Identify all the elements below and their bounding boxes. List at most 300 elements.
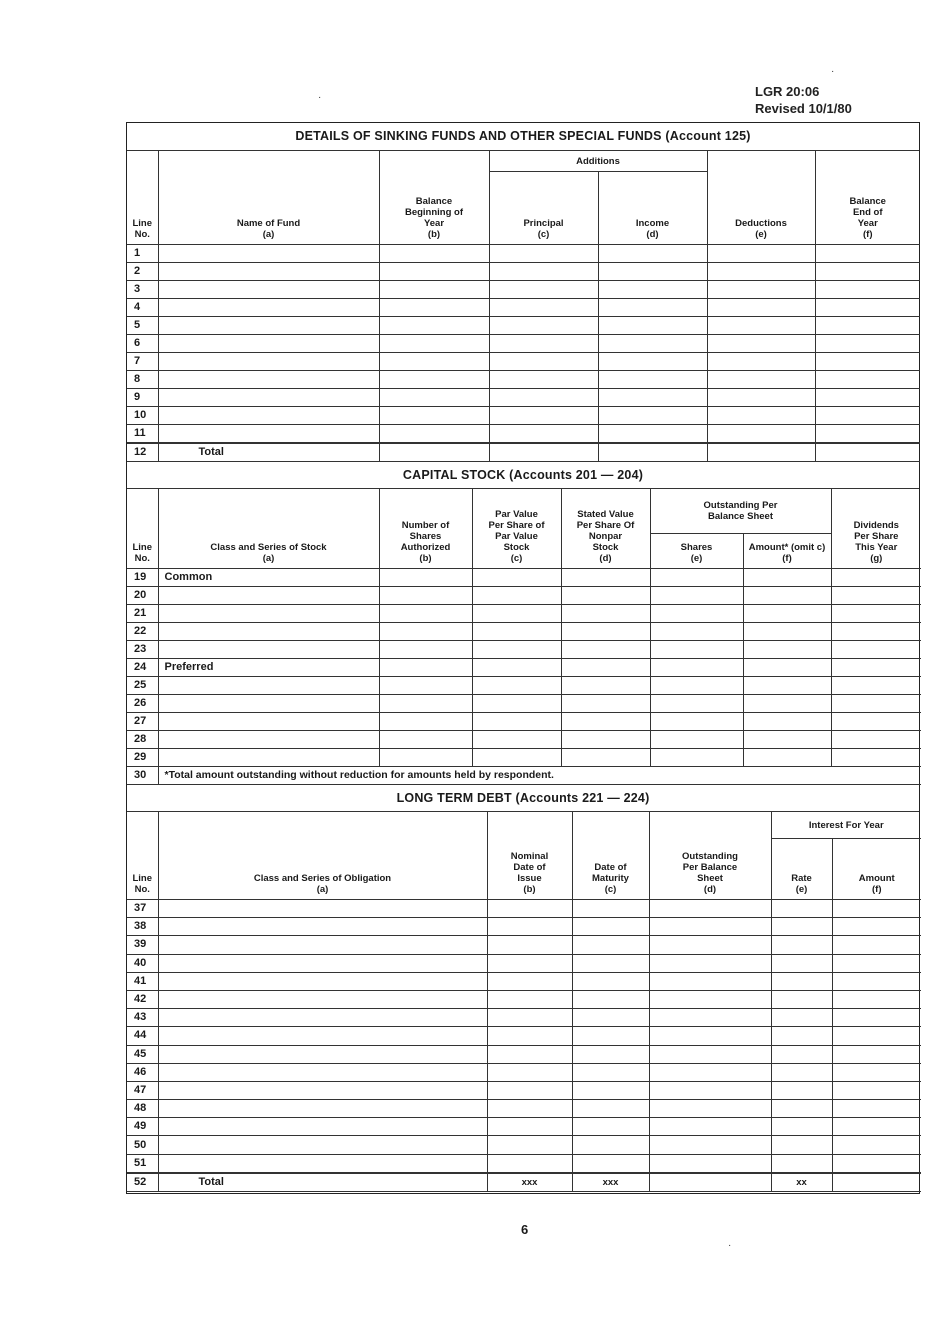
table-cell[interactable] — [743, 749, 831, 767]
table-cell[interactable] — [815, 317, 920, 335]
table-cell[interactable] — [771, 900, 832, 918]
table-cell[interactable] — [771, 972, 832, 990]
table-row — [127, 371, 920, 389]
table-cell[interactable] — [771, 1009, 832, 1027]
table-cell[interactable] — [832, 918, 921, 936]
table-cell[interactable] — [561, 749, 650, 767]
table-cell[interactable] — [472, 623, 561, 641]
line-number: 45 — [127, 1045, 158, 1063]
table-cell[interactable] — [598, 353, 707, 371]
table-cell[interactable] — [707, 443, 815, 462]
table-cell[interactable] — [472, 713, 561, 731]
table-cell[interactable] — [832, 900, 921, 918]
table-cell[interactable] — [831, 731, 921, 749]
interest-header: Interest For Year — [771, 812, 921, 839]
table-row — [127, 263, 920, 281]
capital-stock-rows — [127, 569, 921, 785]
table-cell[interactable] — [771, 1045, 832, 1063]
table-cell[interactable] — [379, 389, 489, 407]
line-number: 25 — [127, 677, 158, 695]
table-row — [127, 1100, 921, 1118]
table-cell[interactable] — [649, 990, 771, 1008]
table-cell[interactable] — [487, 1118, 572, 1136]
form-code: LGR 20:06 — [755, 84, 820, 99]
total-maturity-placeholder: xxx — [572, 1173, 649, 1192]
table-cell[interactable] — [832, 1027, 921, 1045]
note-row — [127, 767, 921, 785]
table-cell[interactable] — [158, 263, 379, 281]
table-cell[interactable] — [158, 335, 379, 353]
table-cell — [158, 677, 379, 695]
line-number: 10 — [127, 407, 158, 425]
table-cell[interactable] — [649, 1081, 771, 1099]
stock-class-label: Common — [158, 569, 379, 587]
table-cell[interactable] — [489, 245, 598, 263]
table-cell[interactable] — [831, 695, 921, 713]
capital-stock-table — [127, 489, 921, 785]
table-cell[interactable] — [158, 936, 487, 954]
table-cell[interactable] — [831, 713, 921, 731]
table-cell[interactable] — [650, 749, 743, 767]
table-cell[interactable] — [572, 936, 649, 954]
table-cell[interactable] — [472, 695, 561, 713]
table-cell[interactable] — [561, 605, 650, 623]
table-cell[interactable] — [572, 1063, 649, 1081]
table-cell[interactable] — [561, 641, 650, 659]
table-cell[interactable] — [487, 1063, 572, 1081]
table-cell[interactable] — [649, 1118, 771, 1136]
table-cell[interactable] — [487, 1045, 572, 1063]
fund-name-header: Name of Fund (a) — [158, 151, 379, 245]
table-cell[interactable] — [771, 1063, 832, 1081]
stock-class-header: Class and Series of Stock (a) — [158, 489, 379, 569]
table-cell[interactable] — [743, 569, 831, 587]
table-cell[interactable] — [379, 353, 489, 371]
table-cell[interactable] — [487, 936, 572, 954]
line-no-header: Line No. — [127, 151, 158, 245]
table-cell[interactable] — [743, 731, 831, 749]
table-cell[interactable] — [487, 1136, 572, 1154]
table-cell[interactable] — [831, 605, 921, 623]
table-cell[interactable] — [650, 677, 743, 695]
table-cell[interactable] — [158, 1118, 487, 1136]
table-cell[interactable] — [649, 1173, 771, 1192]
table-cell[interactable] — [743, 587, 831, 605]
table-cell[interactable] — [489, 353, 598, 371]
table-cell[interactable] — [649, 900, 771, 918]
table-row — [127, 695, 921, 713]
table-cell[interactable] — [561, 695, 650, 713]
table-cell — [158, 749, 379, 767]
table-cell[interactable] — [831, 587, 921, 605]
table-cell[interactable] — [743, 641, 831, 659]
table-cell[interactable] — [472, 569, 561, 587]
table-cell[interactable] — [815, 407, 920, 425]
table-row — [127, 1027, 921, 1045]
line-number: 50 — [127, 1136, 158, 1154]
table-row — [127, 605, 921, 623]
table-cell[interactable] — [158, 353, 379, 371]
table-cell[interactable] — [379, 569, 472, 587]
table-cell[interactable] — [487, 972, 572, 990]
total-label: Total — [158, 443, 379, 462]
table-row — [127, 749, 921, 767]
par-value-header: Par Value Per Share of Par Value Stock (c) — [472, 489, 561, 569]
table-cell[interactable] — [598, 443, 707, 462]
table-cell[interactable] — [832, 1118, 921, 1136]
table-cell[interactable] — [832, 972, 921, 990]
table-row — [127, 389, 920, 407]
table-cell[interactable] — [487, 990, 572, 1008]
table-cell[interactable] — [743, 677, 831, 695]
table-cell[interactable] — [815, 245, 920, 263]
line-number: 2 — [127, 263, 158, 281]
page-number: 6 — [521, 1222, 529, 1237]
form-header — [755, 83, 852, 117]
table-cell[interactable] — [158, 299, 379, 317]
table-cell[interactable] — [598, 299, 707, 317]
table-cell[interactable] — [487, 954, 572, 972]
table-cell[interactable] — [649, 1154, 771, 1173]
table-cell[interactable] — [158, 407, 379, 425]
table-cell[interactable] — [831, 641, 921, 659]
table-cell[interactable] — [158, 1136, 487, 1154]
table-cell[interactable] — [831, 569, 921, 587]
table-cell[interactable] — [649, 1045, 771, 1063]
balance-end-header: Balance End of Year (f) — [815, 151, 920, 245]
table-cell[interactable] — [598, 245, 707, 263]
table-cell[interactable] — [707, 245, 815, 263]
table-cell[interactable] — [572, 1136, 649, 1154]
table-cell[interactable] — [572, 1009, 649, 1027]
table-cell[interactable] — [572, 990, 649, 1008]
table-cell[interactable] — [489, 299, 598, 317]
table-cell[interactable] — [815, 353, 920, 371]
table-cell[interactable] — [832, 1045, 921, 1063]
table-cell[interactable] — [158, 954, 487, 972]
table-cell[interactable] — [743, 623, 831, 641]
amount-header: Amount* (omit c) (f) — [743, 534, 831, 569]
table-cell[interactable] — [649, 918, 771, 936]
table-cell[interactable] — [649, 1063, 771, 1081]
table-cell[interactable] — [815, 263, 920, 281]
table-cell[interactable] — [158, 972, 487, 990]
table-cell[interactable] — [158, 1154, 487, 1173]
table-cell[interactable] — [832, 954, 921, 972]
line-no-header: Line No. — [127, 489, 158, 569]
table-cell[interactable] — [598, 371, 707, 389]
table-cell[interactable] — [561, 569, 650, 587]
table-cell[interactable] — [771, 990, 832, 1008]
table-cell[interactable] — [158, 1063, 487, 1081]
table-cell[interactable] — [487, 1154, 572, 1173]
total-row — [127, 443, 920, 462]
table-cell[interactable] — [379, 317, 489, 335]
table-cell[interactable] — [771, 936, 832, 954]
table-cell[interactable] — [832, 1136, 921, 1154]
date-issue-header: Nominal Date of Issue (b) — [487, 812, 572, 900]
table-cell[interactable] — [707, 317, 815, 335]
table-cell[interactable] — [487, 1081, 572, 1099]
table-cell[interactable] — [379, 731, 472, 749]
table-cell[interactable] — [158, 990, 487, 1008]
table-cell[interactable] — [489, 371, 598, 389]
table-cell[interactable] — [815, 443, 920, 462]
table-row — [127, 1009, 921, 1027]
table-cell[interactable] — [831, 677, 921, 695]
table-cell — [158, 587, 379, 605]
table-cell[interactable] — [487, 918, 572, 936]
line-number: 44 — [127, 1027, 158, 1045]
table-cell[interactable] — [771, 1027, 832, 1045]
table-cell[interactable] — [572, 1081, 649, 1099]
table-row — [127, 990, 921, 1008]
table-row — [127, 425, 920, 444]
table-cell[interactable] — [815, 281, 920, 299]
table-cell[interactable] — [158, 317, 379, 335]
table-cell[interactable] — [489, 317, 598, 335]
table-cell[interactable] — [472, 587, 561, 605]
table-cell[interactable] — [771, 954, 832, 972]
table-cell[interactable] — [771, 918, 832, 936]
table-cell[interactable] — [379, 371, 489, 389]
interest-amount-header: Amount (f) — [832, 839, 921, 900]
table-cell[interactable] — [379, 587, 472, 605]
table-cell[interactable] — [650, 569, 743, 587]
table-cell[interactable] — [771, 1081, 832, 1099]
table-row — [127, 1136, 921, 1154]
table-cell[interactable] — [815, 335, 920, 353]
stated-value-header: Stated Value Per Share Of Nonpar Stock (d) — [561, 489, 650, 569]
table-row — [127, 659, 921, 677]
table-cell[interactable] — [487, 1027, 572, 1045]
table-cell[interactable] — [561, 713, 650, 731]
table-cell[interactable] — [572, 1027, 649, 1045]
table-cell[interactable] — [489, 263, 598, 281]
table-cell[interactable] — [831, 623, 921, 641]
line-number: 38 — [127, 918, 158, 936]
table-cell[interactable] — [832, 990, 921, 1008]
table-cell[interactable] — [561, 623, 650, 641]
table-cell[interactable] — [158, 389, 379, 407]
table-cell[interactable] — [650, 623, 743, 641]
table-cell[interactable] — [598, 317, 707, 335]
table-cell[interactable] — [379, 713, 472, 731]
table-cell[interactable] — [472, 731, 561, 749]
table-cell[interactable] — [158, 371, 379, 389]
table-cell[interactable] — [158, 1009, 487, 1027]
line-number: 26 — [127, 695, 158, 713]
table-cell — [158, 605, 379, 623]
table-cell[interactable] — [158, 425, 379, 444]
table-cell[interactable] — [832, 1173, 921, 1192]
table-cell[interactable] — [379, 749, 472, 767]
table-cell[interactable] — [598, 281, 707, 299]
table-cell[interactable] — [707, 353, 815, 371]
table-cell[interactable] — [572, 1045, 649, 1063]
line-number: 11 — [127, 425, 158, 444]
table-cell[interactable] — [707, 263, 815, 281]
table-row — [127, 1118, 921, 1136]
table-cell[interactable] — [379, 281, 489, 299]
table-cell[interactable] — [832, 1100, 921, 1118]
table-cell[interactable] — [743, 605, 831, 623]
table-cell[interactable] — [379, 245, 489, 263]
line-number: 6 — [127, 335, 158, 353]
table-cell[interactable] — [649, 972, 771, 990]
table-row — [127, 1063, 921, 1081]
line-number: 1 — [127, 245, 158, 263]
table-cell[interactable] — [649, 936, 771, 954]
table-cell[interactable] — [650, 659, 743, 677]
table-cell[interactable] — [379, 605, 472, 623]
table-cell[interactable] — [379, 263, 489, 281]
table-cell[interactable] — [158, 1081, 487, 1099]
sinking-funds-rows — [127, 245, 920, 462]
line-number: 48 — [127, 1100, 158, 1118]
line-number: 49 — [127, 1118, 158, 1136]
table-cell[interactable] — [158, 918, 487, 936]
table-cell[interactable] — [707, 281, 815, 299]
table-cell[interactable] — [487, 900, 572, 918]
table-cell[interactable] — [650, 731, 743, 749]
table-cell[interactable] — [832, 936, 921, 954]
table-cell[interactable] — [743, 659, 831, 677]
table-cell[interactable] — [379, 641, 472, 659]
table-cell[interactable] — [572, 1154, 649, 1173]
table-cell[interactable] — [771, 1118, 832, 1136]
line-number: 12 — [127, 443, 158, 462]
scan-speck: · — [831, 66, 835, 77]
table-cell[interactable] — [650, 713, 743, 731]
table-cell[interactable] — [489, 443, 598, 462]
table-cell[interactable] — [487, 1100, 572, 1118]
dividends-header: Dividends Per Share This Year (g) — [831, 489, 921, 569]
table-cell[interactable] — [707, 299, 815, 317]
table-cell[interactable] — [832, 1081, 921, 1099]
table-cell[interactable] — [771, 1100, 832, 1118]
total-label: Total — [158, 1173, 487, 1192]
table-cell[interactable] — [489, 389, 598, 407]
table-cell[interactable] — [572, 900, 649, 918]
table-cell[interactable] — [379, 623, 472, 641]
table-cell[interactable] — [572, 918, 649, 936]
table-cell[interactable] — [832, 1063, 921, 1081]
table-cell[interactable] — [572, 1100, 649, 1118]
table-cell[interactable] — [572, 972, 649, 990]
table-cell[interactable] — [158, 900, 487, 918]
table-cell[interactable] — [649, 954, 771, 972]
table-cell[interactable] — [379, 425, 489, 444]
table-cell[interactable] — [379, 299, 489, 317]
table-cell[interactable] — [158, 281, 379, 299]
table-row — [127, 731, 921, 749]
table-cell[interactable] — [158, 1027, 487, 1045]
table-cell[interactable] — [707, 389, 815, 407]
table-cell[interactable] — [815, 425, 920, 444]
table-cell[interactable] — [815, 389, 920, 407]
table-cell[interactable] — [489, 425, 598, 444]
table-cell[interactable] — [489, 335, 598, 353]
table-cell[interactable] — [815, 371, 920, 389]
table-cell[interactable] — [561, 677, 650, 695]
table-row — [127, 713, 921, 731]
table-cell[interactable] — [472, 605, 561, 623]
line-number: 46 — [127, 1063, 158, 1081]
table-cell[interactable] — [649, 1027, 771, 1045]
table-cell[interactable] — [472, 659, 561, 677]
table-cell[interactable] — [472, 641, 561, 659]
table-cell[interactable] — [831, 659, 921, 677]
table-cell[interactable] — [743, 713, 831, 731]
table-cell[interactable] — [649, 1136, 771, 1154]
table-cell — [158, 695, 379, 713]
table-cell[interactable] — [472, 677, 561, 695]
table-cell[interactable] — [815, 299, 920, 317]
line-number: 37 — [127, 900, 158, 918]
table-cell[interactable] — [598, 335, 707, 353]
table-cell[interactable] — [158, 245, 379, 263]
table-cell[interactable] — [379, 659, 472, 677]
table-cell[interactable] — [561, 731, 650, 749]
line-number: 42 — [127, 990, 158, 1008]
table-cell[interactable] — [707, 425, 815, 444]
table-cell[interactable] — [472, 749, 561, 767]
outstanding-header: Outstanding Per Balance Sheet — [650, 489, 831, 534]
deductions-header: Deductions (e) — [707, 151, 815, 245]
table-cell[interactable] — [707, 407, 815, 425]
table-cell[interactable] — [379, 443, 489, 462]
table-cell[interactable] — [650, 605, 743, 623]
table-cell[interactable] — [743, 695, 831, 713]
table-cell[interactable] — [598, 263, 707, 281]
table-cell[interactable] — [158, 1045, 487, 1063]
table-cell[interactable] — [489, 407, 598, 425]
table-cell[interactable] — [489, 281, 598, 299]
table-cell[interactable] — [158, 1100, 487, 1118]
table-cell[interactable] — [832, 1154, 921, 1173]
table-cell[interactable] — [650, 587, 743, 605]
table-cell[interactable] — [561, 587, 650, 605]
table-row — [127, 353, 920, 371]
line-number: 4 — [127, 299, 158, 317]
table-cell[interactable] — [649, 1100, 771, 1118]
table-cell[interactable] — [598, 389, 707, 407]
table-cell[interactable] — [572, 954, 649, 972]
table-cell[interactable] — [707, 335, 815, 353]
table-cell[interactable] — [379, 335, 489, 353]
table-cell[interactable] — [598, 425, 707, 444]
table-cell[interactable] — [771, 1136, 832, 1154]
table-cell[interactable] — [650, 641, 743, 659]
table-cell[interactable] — [649, 1009, 771, 1027]
table-cell[interactable] — [598, 407, 707, 425]
line-number: 47 — [127, 1081, 158, 1099]
table-cell[interactable] — [650, 695, 743, 713]
table-cell[interactable] — [561, 659, 650, 677]
table-cell[interactable] — [832, 1009, 921, 1027]
line-number: 21 — [127, 605, 158, 623]
line-number: 20 — [127, 587, 158, 605]
table-cell[interactable] — [379, 677, 472, 695]
table-cell[interactable] — [831, 749, 921, 767]
table-cell[interactable] — [771, 1154, 832, 1173]
table-cell[interactable] — [379, 695, 472, 713]
table-cell[interactable] — [572, 1118, 649, 1136]
table-cell[interactable] — [707, 371, 815, 389]
table-cell[interactable] — [487, 1009, 572, 1027]
table-cell[interactable] — [379, 407, 489, 425]
